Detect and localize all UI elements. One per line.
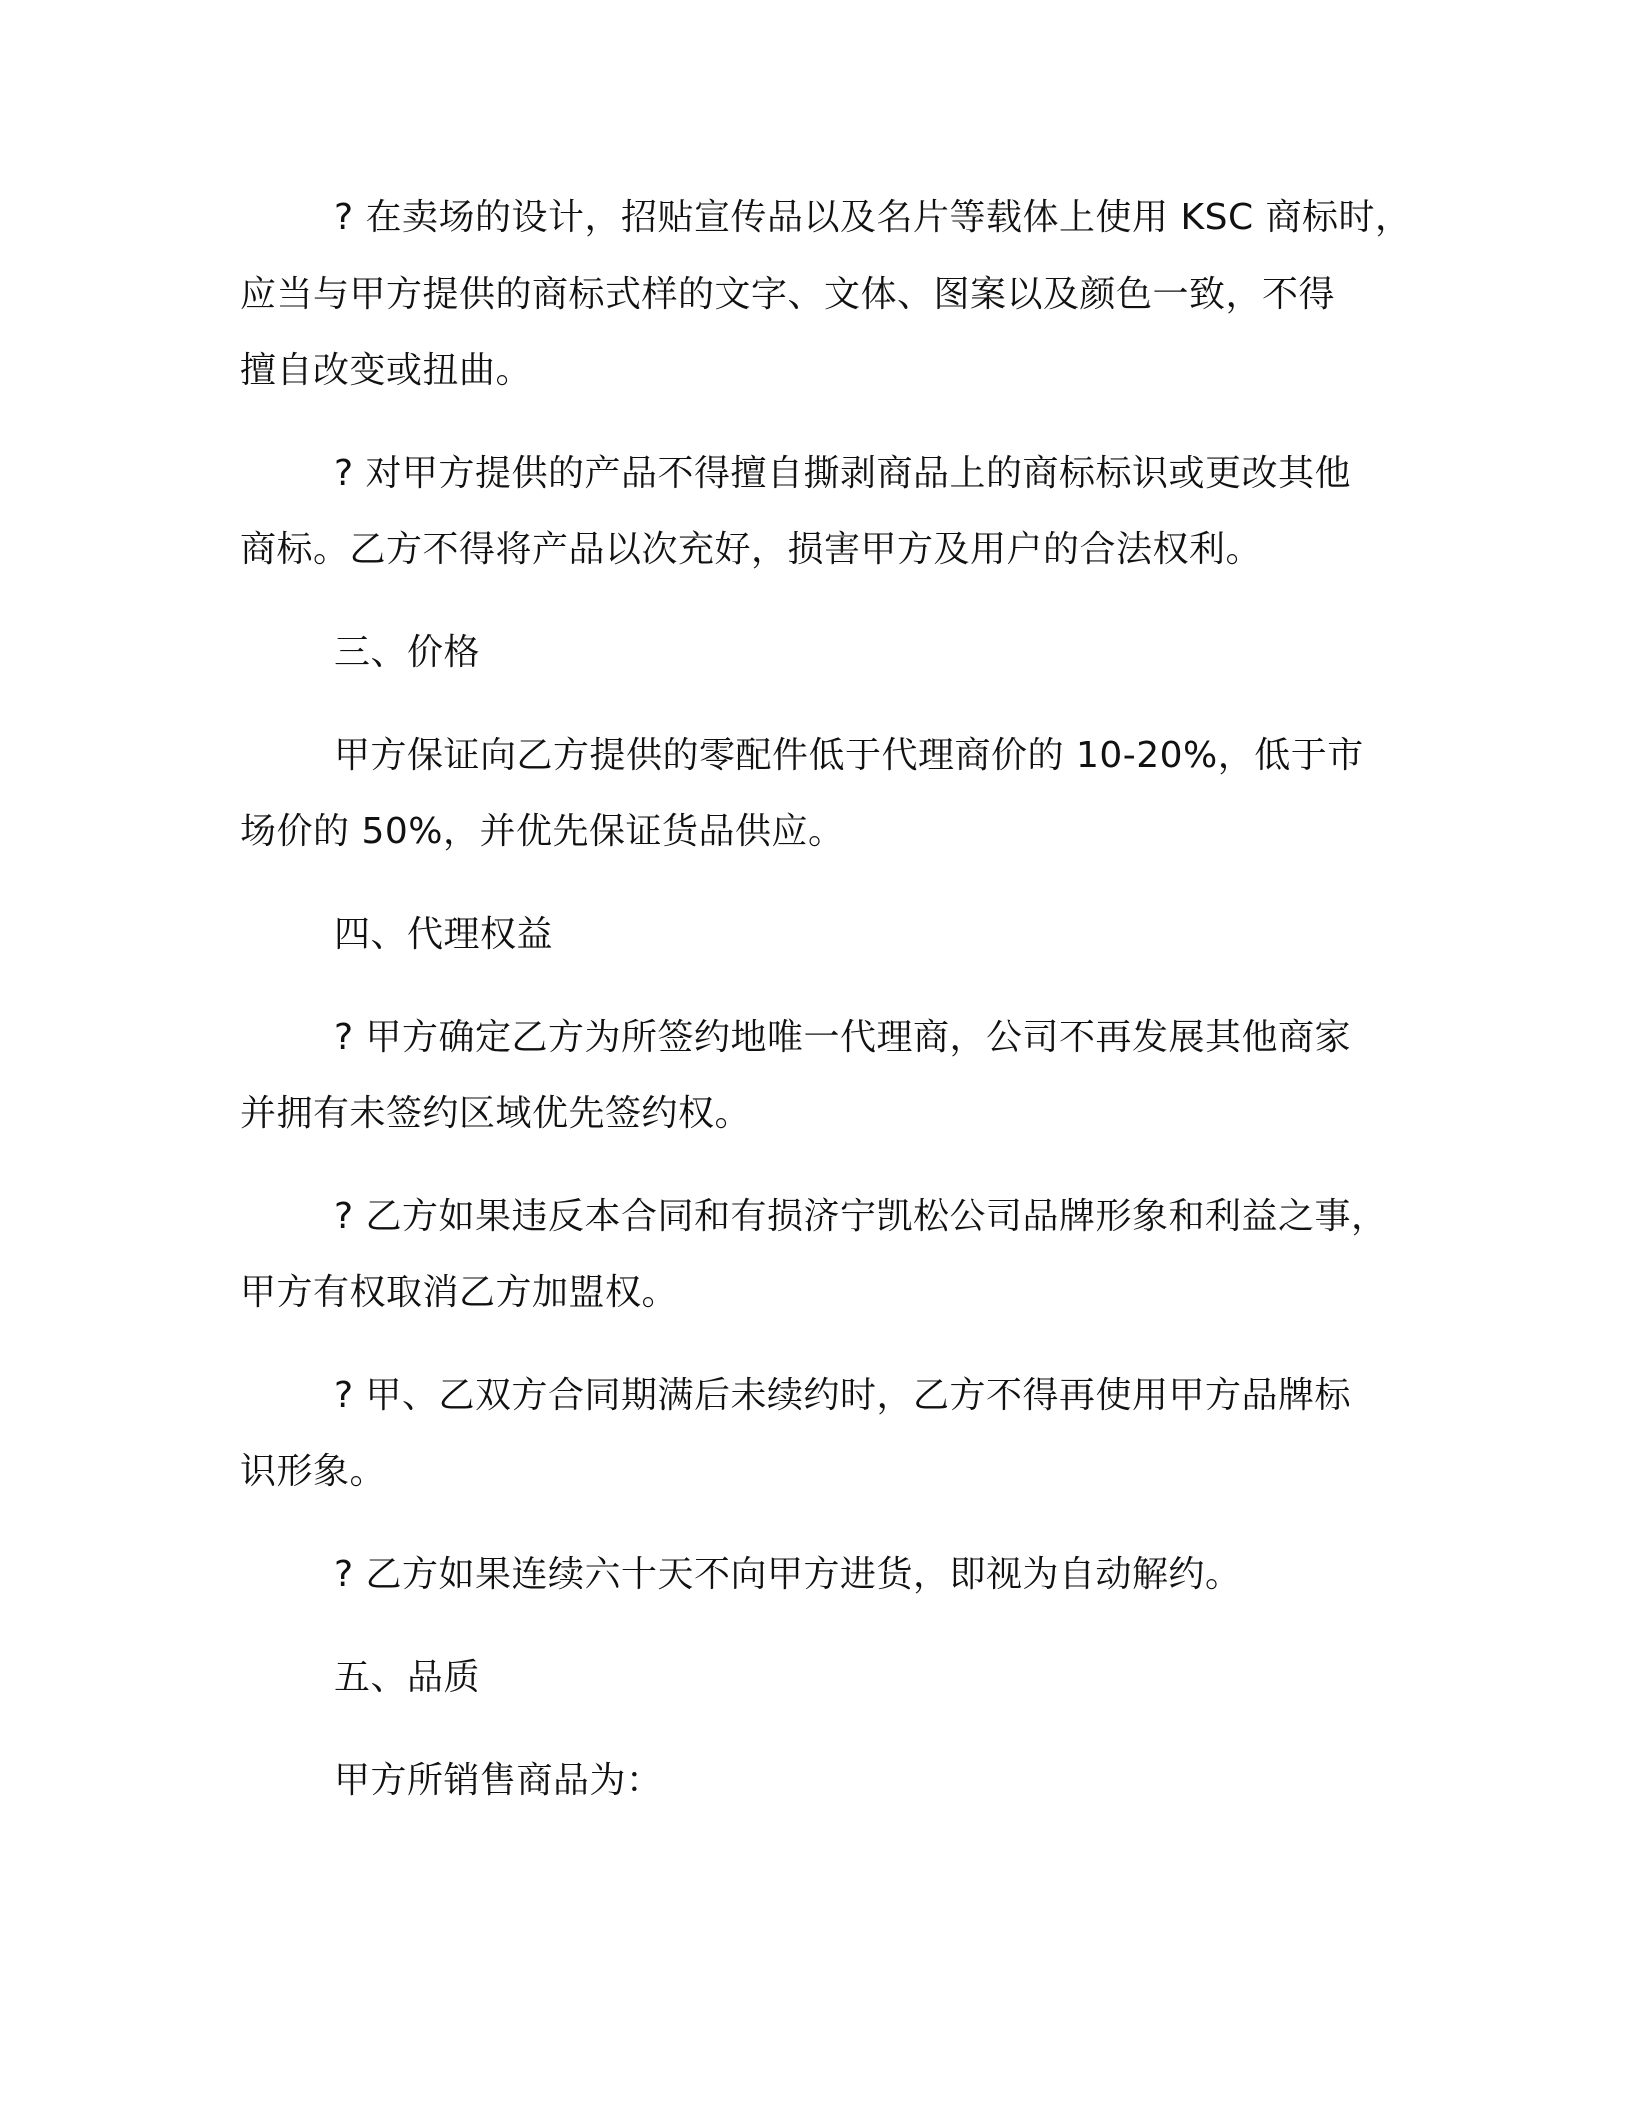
paragraph-trademark-usage-line-1: ? 在卖场的设计，招贴宣传品以及名片等载体上使用 KSC 商标时， bbox=[334, 197, 1412, 238]
paragraph-products-sold: 甲方所销售商品为： bbox=[334, 1760, 663, 1801]
paragraph-label-removal-line-2: 商标。乙方不得将产品以次充好，损害甲方及用户的合法权利。 bbox=[240, 529, 1263, 570]
paragraph-label-removal-line-1: ? 对甲方提供的产品不得擅自撕剥商品上的商标标识或更改其他 bbox=[334, 453, 1352, 494]
paragraph-exclusive-agent-line-2: 并拥有未签约区域优先签约权。 bbox=[240, 1093, 752, 1134]
paragraph-trademark-usage-line-2: 应当与甲方提供的商标式样的文字、文体、图案以及颜色一致，不得 bbox=[240, 274, 1336, 315]
paragraph-price-line-2: 场价的 50%，并优先保证货品供应。 bbox=[240, 811, 845, 852]
section-heading-quality: 五、品质 bbox=[334, 1657, 481, 1698]
paragraph-contract-expiry-line-2: 识形象。 bbox=[240, 1451, 387, 1492]
paragraph-violation-line-1: ? 乙方如果违反本合同和有损济宁凯松公司品牌形象和利益之事， bbox=[334, 1196, 1388, 1237]
paragraph-auto-termination: ? 乙方如果连续六十天不向甲方进货，即视为自动解约。 bbox=[334, 1554, 1242, 1595]
paragraph-exclusive-agent-line-1: ? 甲方确定乙方为所签约地唯一代理商，公司不再发展其他商家 bbox=[334, 1017, 1352, 1058]
section-heading-price: 三、价格 bbox=[334, 632, 481, 673]
section-heading-agency-rights: 四、代理权益 bbox=[334, 914, 554, 955]
paragraph-trademark-usage-line-3: 擅自改变或扭曲。 bbox=[240, 350, 533, 391]
paragraph-violation-line-2: 甲方有权取消乙方加盟权。 bbox=[240, 1272, 679, 1313]
paragraph-contract-expiry-line-1: ? 甲、乙双方合同期满后未续约时，乙方不得再使用甲方品牌标 bbox=[334, 1375, 1352, 1416]
paragraph-price-line-1: 甲方保证向乙方提供的零配件低于代理商价的 10-20%，低于市 bbox=[334, 735, 1364, 776]
